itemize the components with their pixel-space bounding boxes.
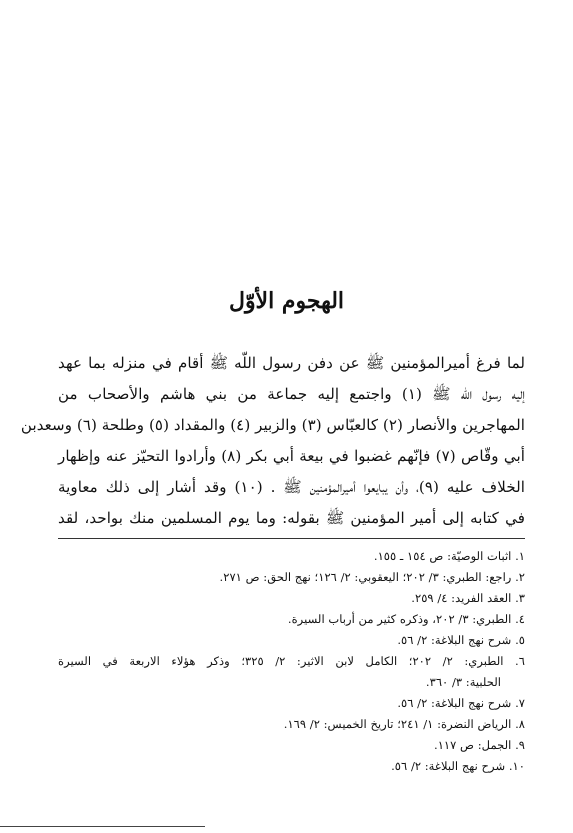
- footnote-item: ١٠. شرح نهج البلاغة: ٢/ ٥٦.: [391, 759, 525, 773]
- body-line: لما فرغ أميرالمؤمنين ﷺ عن دفن رسول اللّه ﷺ أقام في منزله بما عهد: [58, 354, 525, 372]
- body-line: الخلاف عليه (٩)، وأن يبايعوا أميرالمؤمنين ﷺ . (١٠) وقد أشار إلى ذلك معاوية: [58, 478, 526, 496]
- body-line: إليه رسول اللّه ﷺ (١) واجتمع إليه جماعة من بني هاشم والأصحاب من: [58, 385, 525, 403]
- page-bottom-rule: [0, 826, 205, 827]
- footnote-item: ٧. شرح نهج البلاغة: ٢/ ٥٦.: [397, 696, 525, 710]
- footnote-item: ٦. الطبري: ٢/ ٢٠٢؛ الكامل لابن الاثير: ٢/ ٣٢٥؛ وذكر هؤلاء الاربعة في السيرة: [58, 654, 525, 668]
- body-paragraph: [20, 348, 526, 534]
- body-line: في كتابه إلى أمير المؤمنين ﷺ بقوله: وما يوم المسلمين منك بواحد، لقد: [58, 509, 525, 527]
- footnote-item: ٣. العقد الفريد: ٤/ ٢٥٩.: [411, 591, 525, 605]
- body-line: أبي وقّاص (٧) فإنّهم غضبوا في بيعة أبي بكر (٨) وأرادوا التحيّز عنه وإظهار: [58, 447, 525, 465]
- footnote-item: ٢. راجع: الطبري: ٣/ ٢٠٢؛ اليعقوبي: ٢/ ١٢٦؛ نهج الحق: ص ٢٧١.: [219, 570, 525, 584]
- footnote-item: ٥. شرح نهج البلاغة: ٢/ ٥٦.: [397, 633, 525, 647]
- footnote-continuation: الحلبية: ٣/ ٣٦٠.: [425, 675, 501, 689]
- footnote-item: ١. اثبات الوصيّة: ص ١٥٤ ـ ١٥٥.: [373, 549, 525, 563]
- footnote-item: ٩. الجمل: ص ١١٧.: [434, 738, 525, 752]
- footnotes-list: [58, 546, 525, 777]
- footnote-divider: [58, 538, 525, 539]
- section-title: الهجوم الأوّل: [228, 288, 345, 314]
- footnote-item: ٤. الطبري: ٣/ ٢٠٢، وذكره كثير من أرباب السيرة.: [287, 612, 525, 626]
- body-line: المهاجرين والأنصار (٢) كالعبّاس (٣) والزبير (٤) والمقداد (٥) وطلحة (٦) وسعدبن: [20, 416, 525, 434]
- footnote-item: ٨. الرياض النضرة: ١/ ٢٤١؛ تاريخ الخميس: ٢/ ١٦٩.: [283, 717, 525, 731]
